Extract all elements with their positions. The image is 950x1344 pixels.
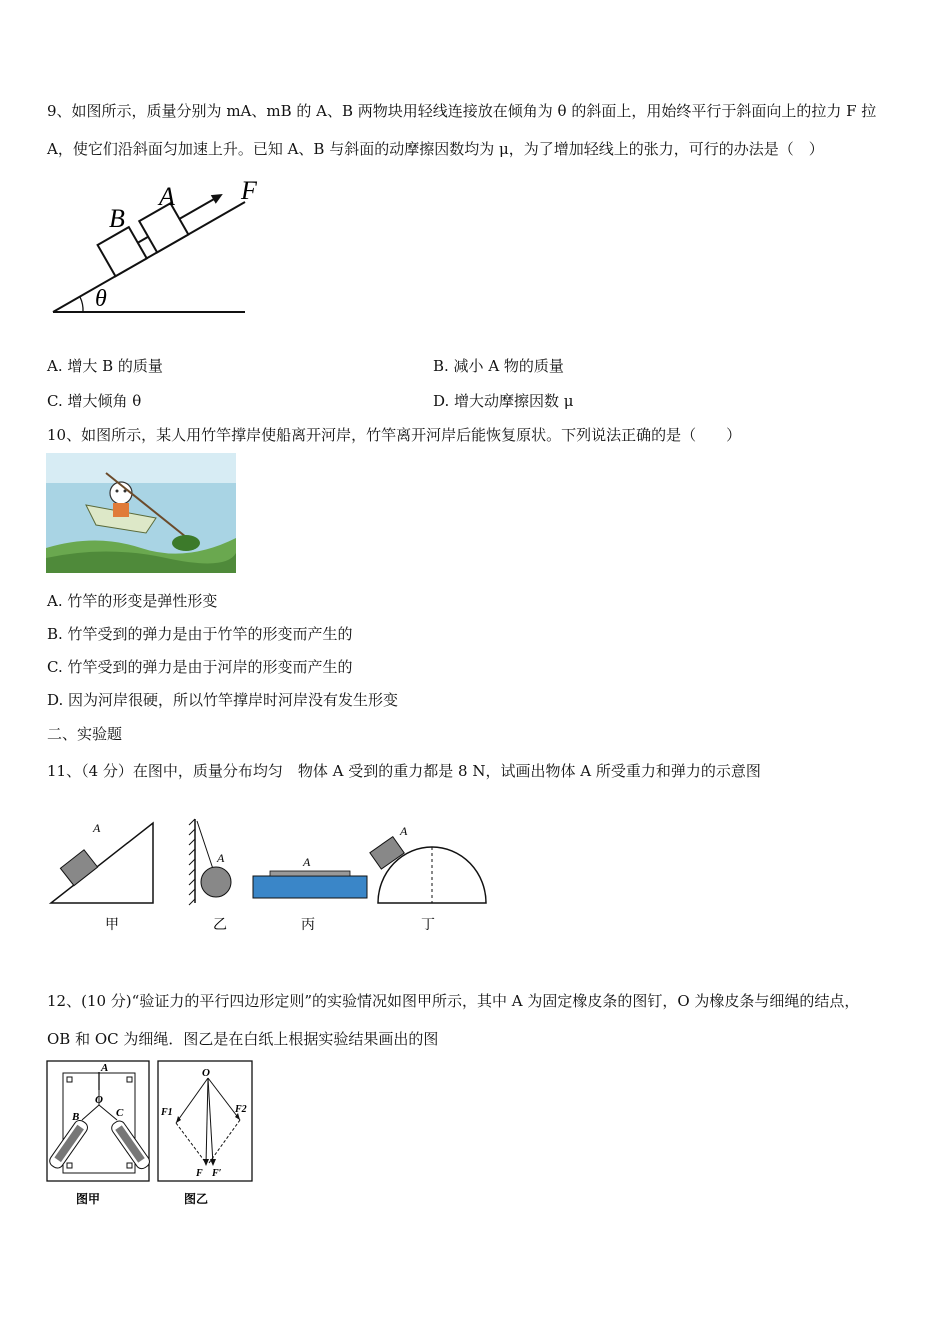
q9-option-a[interactable]: A. 增大 B 的质量: [47, 357, 163, 375]
q10-option-d[interactable]: D. 因为河岸很硬，所以竹竿撑岸时河岸没有发生形变: [47, 691, 399, 709]
svg-text:丙: 丙: [301, 917, 315, 933]
incline-figure: [45, 175, 265, 320]
svg-text:A: A: [93, 821, 101, 835]
svg-text:F′: F′: [212, 1168, 222, 1179]
q11-line-1: 11、（4 分）在图中，质量分布均匀 物体 A 受到的重力都是 8 N，试画出物体 A 所受重力和弹力的示意图: [47, 762, 761, 780]
block-b: [98, 227, 147, 276]
svg-text:图乙: 图乙: [184, 1192, 209, 1206]
q9-line-2: A，使它们沿斜面匀加速上升。已知 A、B 与斜面的动摩擦因数均为 μ，为了增加轻线上的张力，可行的办法是（ ）: [47, 140, 824, 158]
svg-text:图甲: 图甲: [76, 1192, 101, 1206]
svg-text:O: O: [95, 1094, 103, 1106]
svg-text:A: A: [303, 855, 311, 869]
svg-text:丁: 丁: [421, 917, 435, 933]
q12-line-2: OB 和 OC 为细绳．图乙是在白纸上根据实验结果画出的图: [47, 1030, 439, 1048]
svg-text:O: O: [202, 1067, 210, 1079]
svg-text:B: B: [72, 1111, 80, 1123]
svg-text:A: A: [101, 1062, 109, 1074]
svg-text:F: F: [196, 1168, 203, 1179]
q10-option-b[interactable]: B. 竹竿受到的弹力是由于竹竿的形变而产生的: [47, 625, 353, 643]
q10-option-c[interactable]: C. 竹竿受到的弹力是由于河岸的形变而产生的: [47, 658, 353, 676]
svg-text:甲: 甲: [105, 917, 119, 933]
label-theta: θ: [95, 286, 107, 312]
q9-option-c[interactable]: C. 增大倾角 θ: [47, 392, 142, 410]
q10-line-1: 10、如图所示，某人用竹竿撑岸使船离开河岸，竹竿离开河岸后能恢复原状。下列说法正确的是（ ）: [47, 426, 742, 444]
svg-text:A: A: [217, 851, 225, 865]
q10-option-a[interactable]: A. 竹竿的形变是弹性形变: [47, 592, 218, 610]
q12-line-1: 12、(10 分)“验证力的平行四边形定则”的实验情况如图甲所示，其中 A 为固定橡皮条的图钉，O 为橡皮条与细绳的结点，: [47, 992, 860, 1010]
svg-text:C: C: [116, 1107, 124, 1119]
label-a: A: [159, 182, 175, 211]
q9-line-1: 9、如图所示，质量分别为 mA、mB 的 A、B 两物块用轻线连接放在倾角为 θ 的斜面上，用始终平行于斜面向上的拉力 F 拉: [47, 102, 877, 120]
gravity-figures: [45, 815, 495, 940]
q9-option-b[interactable]: B. 减小 A 物的质量: [433, 357, 564, 375]
section-heading: 二、实验题: [47, 725, 123, 743]
svg-text:F2: F2: [235, 1104, 247, 1115]
svg-text:A: A: [400, 824, 408, 838]
boat-illustration: [46, 453, 236, 573]
label-b: B: [109, 204, 125, 233]
parallelogram-experiment-figures: [46, 1060, 258, 1210]
svg-text:乙: 乙: [213, 917, 227, 933]
label-f: F: [241, 176, 257, 205]
q9-option-d[interactable]: D. 增大动摩擦因数 μ: [433, 392, 574, 410]
svg-text:F1: F1: [161, 1107, 173, 1118]
